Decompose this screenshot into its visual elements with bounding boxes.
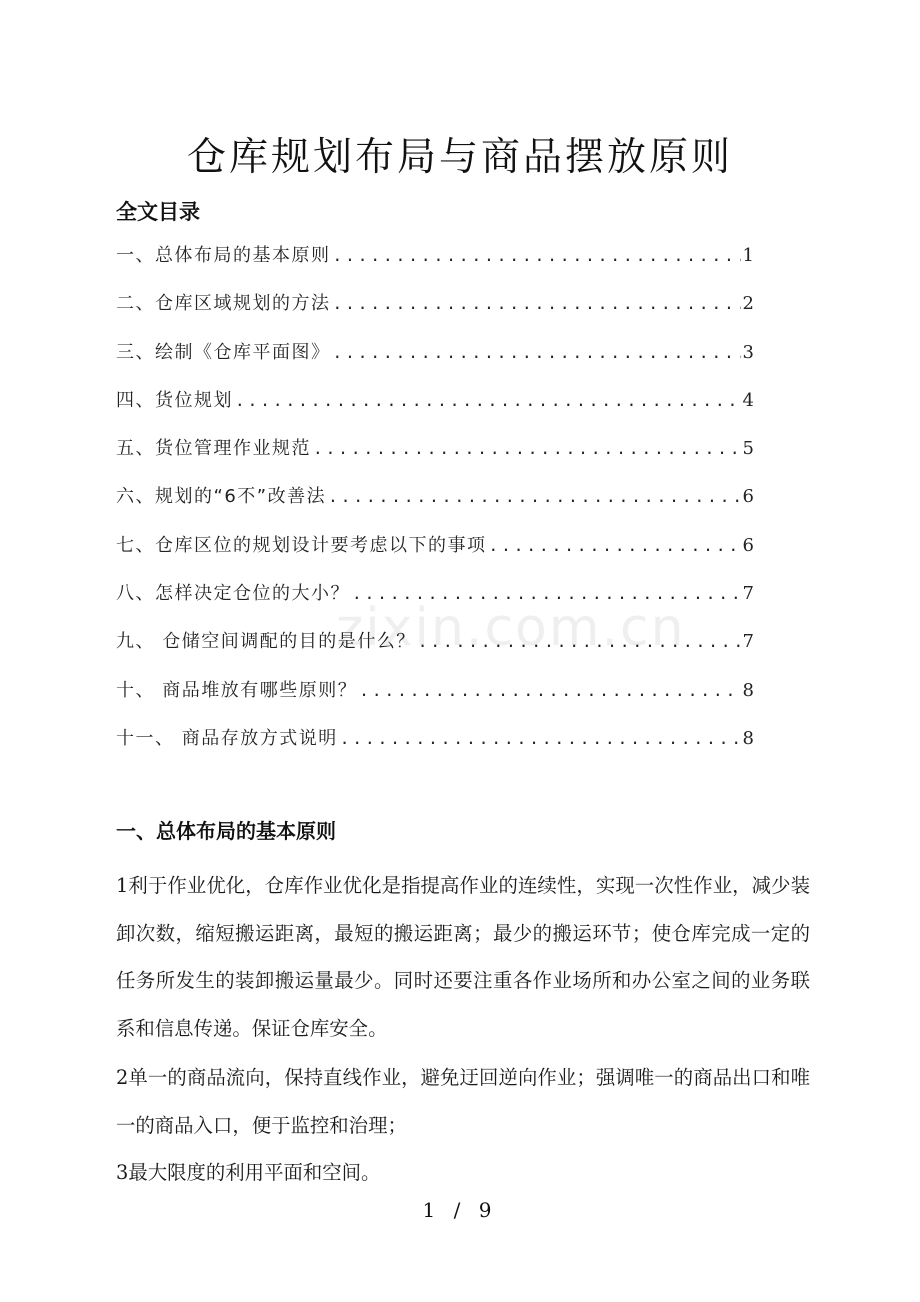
- toc-entry[interactable]: [116, 531, 754, 579]
- table-of-contents: [116, 241, 754, 772]
- toc-entry-label: 十、 商品堆放有哪些原则？: [116, 679, 358, 701]
- watermark: zixin.com.cn: [336, 598, 686, 658]
- toc-entry[interactable]: [116, 241, 754, 289]
- toc-dot-leader: [328, 487, 740, 506]
- toc-entry-label: 一、总体布局的基本原则: [116, 245, 331, 266]
- toc-entry-page: 1: [742, 245, 754, 266]
- toc-entry-page: 6: [742, 534, 754, 556]
- paragraph: 3最大限度的利用平面和空间。: [116, 1161, 381, 1184]
- toc-entry[interactable]: [116, 579, 754, 627]
- paragraph: 1利于作业优化，仓库作业优化是指提高作业的连续性，实现一次性作业，减少装卸次数，缩短搬运距离，最短的搬运距离；最少的搬运环节；使仓库完成一定的任务所发生的装卸搬运量最少。同时还要注重各作业场所和办公室之间的业务联系和信息传递。保证仓库安全。: [116, 874, 810, 1040]
- toc-entry-page: 4: [742, 389, 754, 411]
- toc-entry-page: 5: [742, 438, 754, 460]
- toc-dot-leader: [489, 536, 741, 555]
- toc-entry-label: 二、仓库区域规划的方法: [116, 293, 331, 315]
- toc-entry-page: 3: [742, 341, 754, 363]
- toc-entry-page: 2: [742, 293, 754, 315]
- toc-entry-page: 7: [742, 583, 754, 605]
- toc-entry[interactable]: [116, 676, 754, 724]
- toc-dot-leader: [359, 681, 740, 700]
- toc-entry[interactable]: [116, 482, 754, 530]
- toc-dot-leader: [333, 343, 741, 362]
- toc-entry[interactable]: [116, 289, 754, 337]
- toc-entry-label: 三、绘制《仓库平面图》: [116, 341, 331, 363]
- section-heading: 一、总体布局的基本原则: [116, 819, 336, 843]
- toc-dot-leader: [333, 294, 741, 313]
- toc-entry[interactable]: [116, 338, 754, 386]
- toc-entry-label: 十一、 商品存放方式说明: [116, 727, 338, 749]
- toc-entry-label: 六、规划的“6不”改善法: [116, 486, 327, 508]
- toc-dot-leader: [418, 632, 741, 651]
- toc-entry[interactable]: [116, 724, 754, 772]
- toc-entry-label: 七、仓库区位的规划设计要考虑以下的事项: [116, 534, 487, 556]
- toc-dot-leader: [333, 246, 741, 265]
- toc-entry[interactable]: [116, 434, 754, 482]
- toc-entry-label: 八、怎样决定仓位的大小？: [116, 583, 350, 605]
- toc-entry-label: 九、 仓储空间调配的目的是什么？: [116, 631, 416, 653]
- toc-entry-page: 7: [742, 631, 754, 653]
- toc-entry-page: 6: [742, 486, 754, 508]
- toc-entry-label: 五、货位管理作业规范: [116, 438, 311, 460]
- toc-entry[interactable]: [116, 386, 754, 434]
- toc-heading: 全文目录: [116, 200, 200, 224]
- toc-dot-leader: [235, 391, 741, 410]
- document-title: 仓库规划布局与商品摆放原则: [186, 135, 733, 180]
- toc-entry[interactable]: [116, 627, 754, 675]
- page-number: 1 / 9: [422, 1198, 498, 1222]
- toc-entry-page: 8: [742, 679, 754, 701]
- toc-entry-page: 8: [742, 727, 754, 749]
- toc-entry-label: 四、货位规划: [116, 389, 233, 411]
- toc-dot-leader: [313, 439, 741, 458]
- paragraph: 2单一的商品流向，保持直线作业，避免迂回逆向作业；强调唯一的商品出口和唯一的商品入口，便于监控和治理；: [116, 1066, 810, 1137]
- toc-dot-leader: [340, 729, 741, 748]
- toc-dot-leader: [352, 584, 741, 603]
